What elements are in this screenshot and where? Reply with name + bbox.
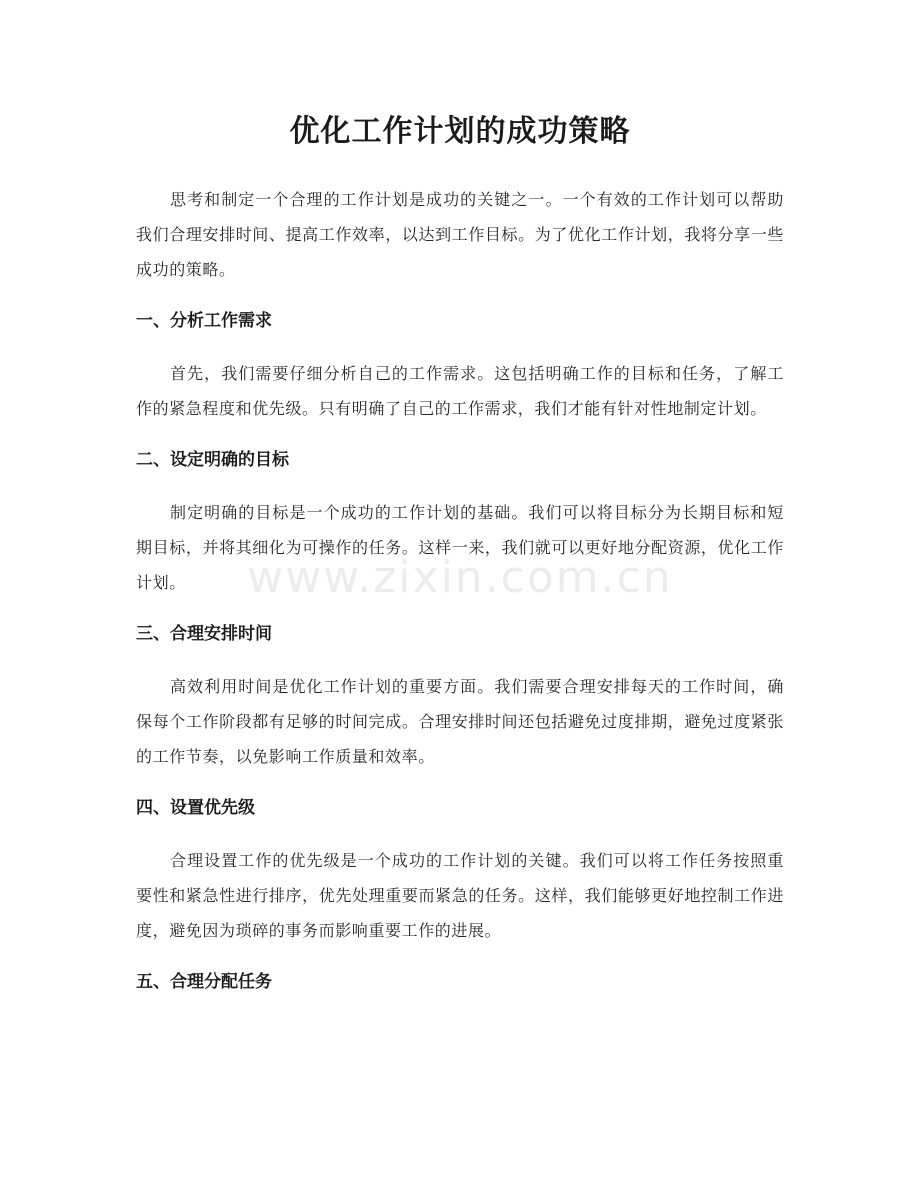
- intro-paragraph: 思考和制定一个合理的工作计划是成功的关键之一。一个有效的工作计划可以帮助我们合理安排时间、提高工作效率，以达到工作目标。为了优化工作计划，我将分享一些成功的策略。: [136, 190, 784, 279]
- section-paragraph-2: 制定明确的目标是一个成功的工作计划的基础。我们可以将目标分为长期目标和短期目标，并将其细化为可操作的任务。这样一来，我们就可以更好地分配资源，优化工作计划。: [136, 503, 784, 592]
- section-heading-5: 五、合理分配任务: [136, 972, 272, 992]
- section-paragraph-4: 合理设置工作的优先级是一个成功的工作计划的关键。我们可以将工作任务按照重要性和紧急性进行排序，优先处理重要而紧急的任务。这样，我们能够更好地控制工作进度，避免因为琐碎的事务而影响重要工作的进展。: [136, 851, 784, 940]
- section-heading-2: 二、设定明确的目标: [136, 450, 289, 470]
- section-paragraph-3: 高效利用时间是优化工作计划的重要方面。我们需要合理安排每天的工作时间，确保每个工作阶段都有足够的时间完成。合理安排时间还包括避免过度排期，避免过度紧张的工作节奏，以免影响工作质量和效率。: [136, 677, 784, 766]
- document-body: [136, 182, 784, 1000]
- watermark: www.zixin.com.cn: [247, 552, 673, 603]
- section-heading-4: 四、设置优先级: [136, 798, 255, 818]
- section-paragraph-1: 首先，我们需要仔细分析自己的工作需求。这包括明确工作的目标和任务，了解工作的紧急程度和优先级。只有明确了自己的工作需求，我们才能有针对性地制定计划。: [136, 364, 784, 418]
- document-title: 优化工作计划的成功策略: [289, 114, 631, 149]
- section-heading-1: 一、分析工作需求: [136, 311, 272, 331]
- section-heading-3: 三、合理安排时间: [136, 624, 272, 644]
